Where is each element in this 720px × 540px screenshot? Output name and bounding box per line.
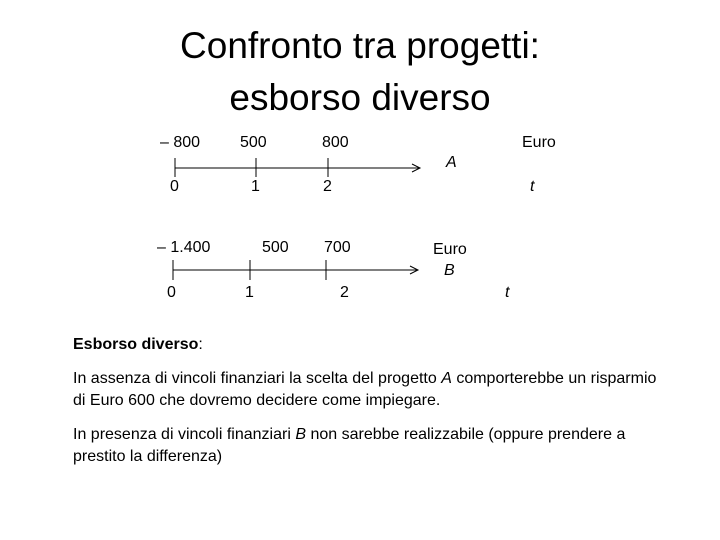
- timeline-b-axis: [173, 260, 418, 280]
- timeline-b-unit: Euro: [433, 241, 467, 258]
- timeline-b-amount-1: 500: [262, 239, 289, 256]
- title-line-1: Confronto tra progetti:: [180, 25, 540, 66]
- timeline-a-amount-0: – 800: [160, 134, 201, 151]
- project-b-ref: B: [295, 426, 307, 443]
- timeline-b-time-label: t: [505, 284, 510, 301]
- title-line-2: esborso diverso: [229, 77, 491, 118]
- timeline-a-time-label: t: [530, 178, 535, 195]
- notes-heading: Esborso diverso: [73, 336, 199, 353]
- timeline-b-period-2: 2: [340, 284, 349, 301]
- timeline-b-period-0: 0: [167, 284, 176, 301]
- notes-heading-colon: :: [198, 336, 203, 353]
- timeline-a-axis: [175, 158, 420, 177]
- timeline-a-period-0: 0: [170, 178, 179, 195]
- notes-paragraph-1: In assenza di vincoli finanziari la scelta del progetto A comporterebbe un risparmio di Euro 600 che dovremo decidere come impiegare.: [73, 370, 657, 409]
- project-a-ref: A: [441, 370, 452, 387]
- notes-paragraph-2: In presenza di vincoli finanziari B non sarebbe realizzabile (oppure prendere a prestito la differenza): [73, 426, 626, 465]
- timeline-b-amount-0: – 1.400: [157, 239, 211, 256]
- timeline-a-period-1: 1: [251, 178, 260, 195]
- timeline-b-period-1: 1: [245, 284, 254, 301]
- timeline-a-amount-2: 800: [322, 134, 349, 151]
- timeline-a-project-label: A: [446, 154, 457, 171]
- notes-heading-line: [73, 334, 673, 356]
- timeline-b-amount-2: 700: [324, 239, 351, 256]
- timeline-a-amount-1: 500: [240, 134, 267, 151]
- timeline-a-period-2: 2: [323, 178, 332, 195]
- timeline-a-unit: Euro: [522, 134, 556, 151]
- timeline-b-project-label: B: [444, 262, 455, 279]
